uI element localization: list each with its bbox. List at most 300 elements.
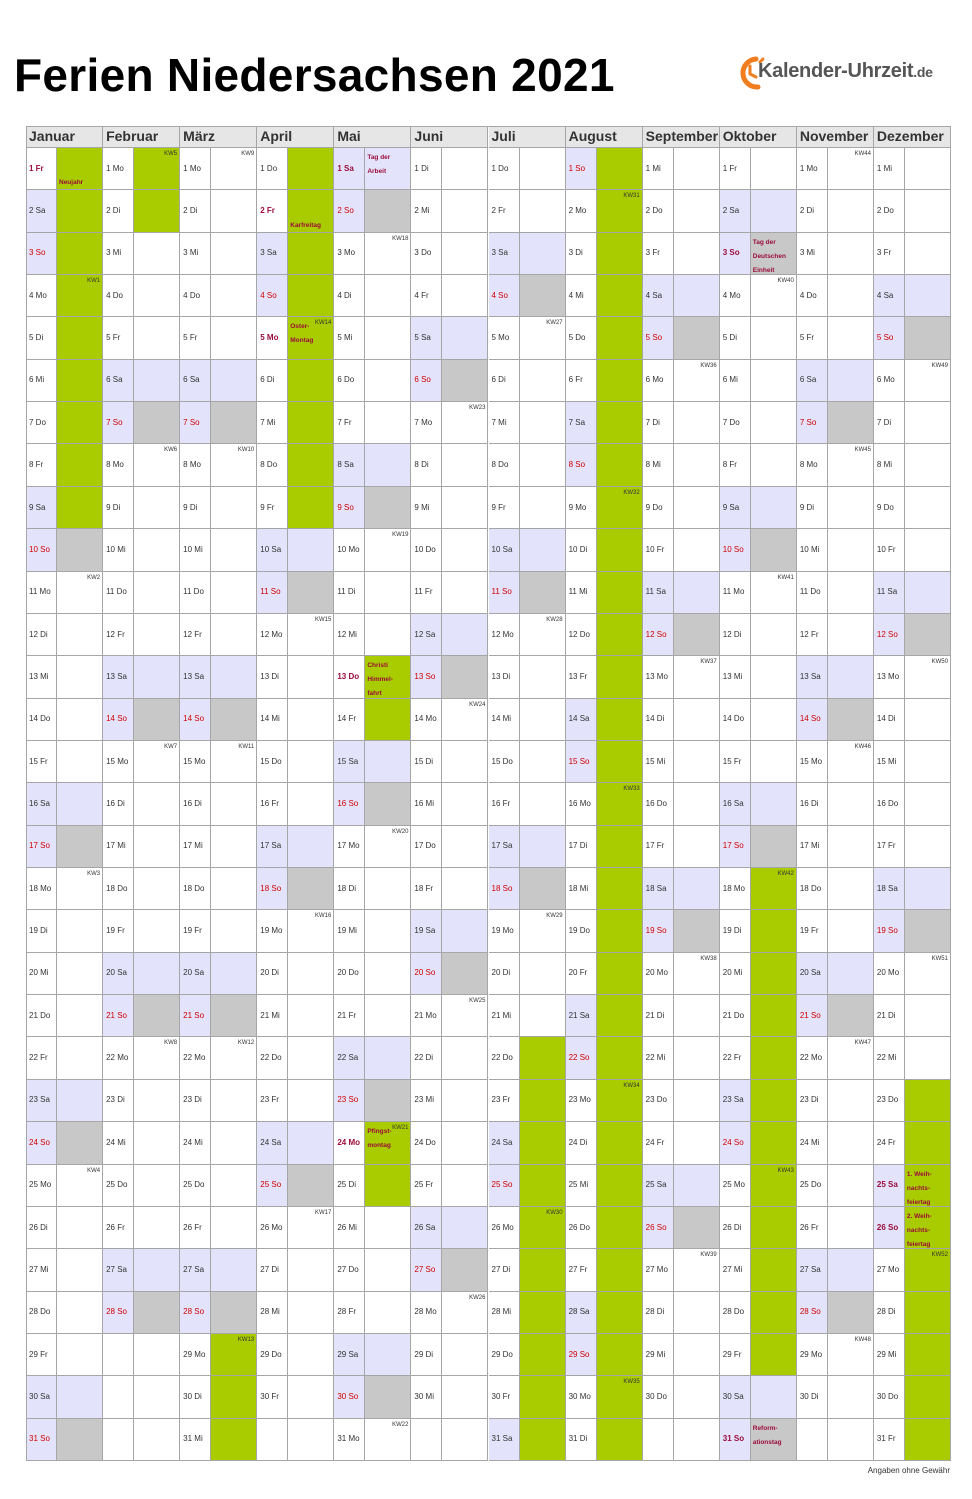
day-event-cell [520, 1165, 566, 1207]
day-cell [26, 1249, 57, 1291]
day-event-cell [288, 783, 334, 825]
day-cell [643, 826, 674, 868]
day-cell [180, 1292, 211, 1334]
day-event-cell [134, 953, 180, 995]
day-label: 26 Mi [337, 1222, 357, 1232]
day-cell [489, 148, 520, 190]
day-event-cell [57, 656, 103, 698]
day-cell [489, 868, 520, 910]
day-label: 9 Do [645, 502, 663, 512]
week-number: KW45 [854, 447, 871, 454]
day-event-cell [597, 995, 643, 1037]
day-event-cell [288, 1249, 334, 1291]
day-event-cell [828, 487, 874, 529]
day-cell [643, 1419, 674, 1461]
day-cell [26, 868, 57, 910]
day-cell [26, 1376, 57, 1418]
day-cell [566, 699, 597, 741]
day-label: 5 Mo [491, 333, 510, 343]
day-cell [103, 148, 134, 190]
day-cell [257, 444, 288, 486]
day-cell [489, 953, 520, 995]
day-label: 14 Sa [568, 714, 590, 724]
day-label: 14 Di [645, 714, 665, 724]
day-label: 24 So [722, 1137, 744, 1147]
day-event-cell [57, 148, 103, 190]
day-label: 18 So [491, 883, 513, 893]
week-number: KW4 [87, 1167, 101, 1174]
day-cell [180, 953, 211, 995]
week-number: KW38 [700, 955, 717, 962]
day-cell [720, 529, 751, 571]
day-label: 8 Mo [183, 460, 201, 470]
day-cell [180, 317, 211, 359]
day-event-cell [520, 1080, 566, 1122]
day-label: 11 Fr [414, 587, 433, 597]
day-event-cell [751, 910, 797, 952]
day-cell [797, 444, 828, 486]
day-event-cell [442, 1292, 488, 1334]
day-event-cell [134, 1080, 180, 1122]
day-cell [720, 783, 751, 825]
day-cell [643, 995, 674, 1037]
day-event-cell [597, 275, 643, 317]
day-label: 22 Sa [337, 1053, 359, 1063]
day-event-cell [751, 1376, 797, 1418]
day-cell [411, 317, 442, 359]
day-event-cell [57, 1292, 103, 1334]
day-event-cell [211, 826, 257, 868]
day-cell [566, 148, 597, 190]
day-label: 20 Mo [645, 968, 668, 978]
day-event-cell [57, 699, 103, 741]
day-label: 17 Sa [491, 841, 513, 851]
day-event-cell [751, 826, 797, 868]
day-label: 31 So [722, 1434, 745, 1444]
day-label: 25 Mo [29, 1180, 52, 1190]
day-cell [26, 572, 57, 614]
day-event-cell [288, 995, 334, 1037]
day-event-cell [751, 1165, 797, 1207]
day-label: 27 Mo [876, 1264, 900, 1274]
week-number: KW13 [237, 1336, 255, 1343]
day-label: 5 So [876, 333, 894, 343]
day-event-cell [674, 826, 720, 868]
day-event-cell [751, 1334, 797, 1376]
day-label: 29 Mo [799, 1349, 823, 1359]
day-label: 17 Fr [645, 841, 665, 851]
day-label: 23 Mi [414, 1095, 434, 1105]
day-label: 1 Fr [29, 163, 44, 173]
day-label: 11 Mo [722, 587, 745, 597]
day-label: 10 So [722, 544, 744, 554]
day-event-cell [134, 317, 180, 359]
day-event-cell [597, 360, 643, 402]
day-label: 13 Sa [183, 671, 205, 681]
week-number: KW26 [469, 1294, 486, 1301]
day-event-cell [442, 233, 488, 275]
day-label: 10 Do [414, 544, 436, 554]
day-label: 31 So [29, 1434, 50, 1444]
day-event-cell [905, 1037, 951, 1079]
day-event-cell [674, 1165, 720, 1207]
day-label: 18 Do [799, 883, 822, 893]
holiday-name: Pfingst- montag [367, 1128, 392, 1150]
day-cell [797, 360, 828, 402]
day-cell [26, 360, 57, 402]
day-cell [874, 868, 905, 910]
day-cell [103, 1376, 134, 1418]
day-cell [103, 1165, 134, 1207]
day-event-cell [134, 995, 180, 1037]
day-cell [797, 1334, 828, 1376]
day-event-cell [288, 444, 334, 486]
day-label: 13 Do [337, 671, 360, 681]
day-event-cell [442, 656, 488, 698]
day-event-cell [828, 148, 874, 190]
week-number: KW30 [546, 1209, 563, 1216]
day-label: 25 Mi [568, 1180, 589, 1190]
day-event-cell [288, 148, 334, 190]
day-event-cell [674, 360, 720, 402]
day-event-cell [365, 1165, 411, 1207]
week-number: KW42 [777, 871, 794, 878]
day-label: 17 Mi [183, 841, 203, 851]
day-label: 28 So [799, 1307, 821, 1317]
day-cell [180, 1080, 211, 1122]
day-event-cell [288, 360, 334, 402]
day-event-cell [211, 1080, 257, 1122]
day-cell [720, 1376, 751, 1418]
day-label: 8 So [568, 460, 586, 470]
day-event-cell [751, 868, 797, 910]
day-label: 18 So [260, 883, 282, 893]
day-event-cell [751, 1080, 797, 1122]
day-event-cell [211, 656, 257, 698]
day-event-cell [905, 910, 951, 952]
day-event-cell [597, 529, 643, 571]
day-cell [257, 741, 288, 783]
day-event-cell [365, 995, 411, 1037]
day-cell [411, 995, 442, 1037]
day-label: 23 Di [106, 1095, 125, 1105]
week-number: KW17 [314, 1209, 332, 1216]
day-cell [180, 444, 211, 486]
day-event-cell [442, 868, 488, 910]
day-label: 24 Mo [337, 1137, 360, 1147]
day-event-cell [134, 741, 180, 783]
day-event-cell [905, 783, 951, 825]
day-event-cell [905, 614, 951, 656]
day-event-cell [211, 1249, 257, 1291]
day-label: 4 So [260, 290, 277, 300]
day-cell [103, 1249, 134, 1291]
day-label: 1 Do [260, 163, 278, 173]
day-event-cell [751, 190, 797, 232]
day-cell [103, 360, 134, 402]
day-event-cell [751, 1249, 797, 1291]
week-number: KW34 [623, 1082, 640, 1089]
day-label: 19 Do [568, 926, 590, 936]
day-label: 7 Do [29, 417, 46, 427]
day-cell [643, 317, 674, 359]
day-event-cell [211, 910, 257, 952]
day-event-cell [288, 1080, 334, 1122]
day-event-cell [520, 783, 566, 825]
day-label: 23 So [337, 1095, 359, 1105]
day-cell [26, 995, 57, 1037]
day-cell [874, 953, 905, 995]
day-label: 3 Sa [491, 248, 508, 258]
day-label: 19 Mo [260, 926, 283, 936]
day-event-cell [134, 529, 180, 571]
day-label: 26 Mo [491, 1222, 514, 1232]
day-label: 12 Di [722, 629, 742, 639]
day-event-cell [828, 1292, 874, 1334]
day-event-cell [57, 741, 103, 783]
day-label: 15 Fr [722, 756, 742, 766]
day-event-cell [365, 402, 411, 444]
holiday-name: Christi Himmel- fahrt [367, 662, 393, 698]
day-cell [566, 1249, 597, 1291]
day-label: 2 Sa [29, 206, 46, 216]
day-event-cell [674, 995, 720, 1037]
day-label: 2 Di [799, 206, 815, 216]
day-event-cell [751, 953, 797, 995]
day-cell [411, 529, 442, 571]
day-cell [720, 656, 751, 698]
day-label: 27 Di [491, 1264, 511, 1274]
day-event-cell [905, 1292, 951, 1334]
day-event-cell [134, 148, 180, 190]
day-event-cell [520, 275, 566, 317]
day-event-cell [442, 741, 488, 783]
day-event-cell [442, 402, 488, 444]
day-label: 20 Do [337, 968, 359, 978]
day-label: 28 Di [645, 1307, 665, 1317]
day-cell [797, 995, 828, 1037]
day-label: 27 Fr [568, 1264, 588, 1274]
day-label: 7 Mi [260, 417, 276, 427]
day-event-cell [57, 995, 103, 1037]
day-event-cell [905, 656, 951, 698]
day-event-cell [57, 1207, 103, 1249]
day-event-cell [211, 953, 257, 995]
day-cell [720, 826, 751, 868]
day-cell [411, 699, 442, 741]
day-label: 16 Fr [260, 798, 279, 808]
day-label: 11 So [260, 587, 281, 597]
day-cell [411, 614, 442, 656]
day-label: 19 Di [722, 926, 742, 936]
week-number: KW50 [931, 659, 948, 666]
day-cell [489, 1292, 520, 1334]
day-cell [103, 402, 134, 444]
day-event-cell [211, 317, 257, 359]
day-event-cell [211, 1292, 257, 1334]
day-label: 14 So [106, 714, 127, 724]
day-cell [643, 487, 674, 529]
day-cell [489, 402, 520, 444]
day-cell [643, 699, 674, 741]
day-label: 25 So [260, 1180, 282, 1190]
week-number: KW52 [931, 1252, 948, 1259]
day-cell [874, 572, 905, 614]
day-cell [720, 233, 751, 275]
day-event-cell [520, 190, 566, 232]
day-cell [720, 360, 751, 402]
day-cell [411, 1037, 442, 1079]
day-label: 15 Do [491, 756, 513, 766]
day-cell [489, 741, 520, 783]
day-event-cell [365, 1249, 411, 1291]
day-cell [26, 826, 57, 868]
day-cell [26, 741, 57, 783]
day-label: 13 Mo [645, 671, 668, 681]
week-number: KW35 [623, 1379, 640, 1386]
day-event-cell [57, 233, 103, 275]
day-event-cell [211, 741, 257, 783]
day-event-cell [365, 190, 411, 232]
day-event-cell [442, 190, 488, 232]
day-cell [874, 1037, 905, 1079]
day-event-cell [365, 1037, 411, 1079]
day-cell [720, 868, 751, 910]
day-event-cell [520, 910, 566, 952]
day-label: 9 Di [799, 502, 815, 512]
day-event-cell [57, 1334, 103, 1376]
month-header: Juni [411, 126, 488, 148]
week-number: KW51 [931, 955, 948, 962]
day-cell [180, 572, 211, 614]
day-cell [257, 402, 288, 444]
day-event-cell [905, 1122, 951, 1164]
day-cell [489, 656, 520, 698]
day-event-cell [288, 1334, 334, 1376]
day-cell [257, 826, 288, 868]
holiday-name: 2. Weih- nachts- feiertag [906, 1212, 932, 1248]
day-cell [643, 868, 674, 910]
day-cell [720, 572, 751, 614]
day-label: 7 Fr [337, 417, 352, 427]
day-cell [874, 444, 905, 486]
day-label: 16 Fr [491, 798, 511, 808]
day-event-cell [442, 487, 488, 529]
day-label: 25 Sa [876, 1180, 898, 1190]
day-event-cell [674, 656, 720, 698]
day-cell [874, 1207, 905, 1249]
brand-logo[interactable] [734, 52, 954, 96]
day-event-cell [905, 275, 951, 317]
day-event-cell [57, 190, 103, 232]
day-label: 8 Fr [722, 460, 737, 470]
day-cell [180, 614, 211, 656]
day-event-cell [828, 1080, 874, 1122]
day-cell [180, 1122, 211, 1164]
day-cell [797, 910, 828, 952]
day-cell [489, 1165, 520, 1207]
day-event-cell [288, 190, 334, 232]
day-event-cell [211, 148, 257, 190]
day-event-cell [905, 233, 951, 275]
day-event-cell [288, 699, 334, 741]
week-number: KW49 [931, 362, 948, 369]
day-label: 25 Mo [722, 1180, 745, 1190]
day-cell [180, 741, 211, 783]
day-event-cell [751, 360, 797, 402]
day-cell [874, 190, 905, 232]
day-cell [797, 317, 828, 359]
day-cell [874, 402, 905, 444]
day-cell [874, 995, 905, 1037]
day-event-cell [520, 826, 566, 868]
day-label: 4 Mo [722, 290, 741, 300]
day-cell [720, 402, 751, 444]
day-cell [26, 317, 57, 359]
day-cell [180, 656, 211, 698]
day-cell [103, 783, 134, 825]
day-label: 22 Mi [876, 1053, 897, 1063]
day-label: 7 Sa [568, 417, 586, 427]
day-cell [797, 826, 828, 868]
day-event-cell [57, 868, 103, 910]
day-event-cell [905, 487, 951, 529]
day-event-cell [288, 1037, 334, 1079]
day-cell [334, 953, 365, 995]
day-event-cell [674, 699, 720, 741]
day-label: 16 Di [799, 798, 819, 808]
day-label: 3 Mo [337, 248, 356, 258]
month-header: Januar [26, 126, 103, 148]
day-event-cell [288, 529, 334, 571]
day-label: 1 Mo [183, 163, 201, 173]
week-number: KW15 [314, 616, 332, 623]
day-label: 1 Di [414, 163, 429, 173]
day-event-cell [211, 699, 257, 741]
day-cell [643, 1334, 674, 1376]
day-label: 16 Mi [414, 798, 434, 808]
day-label: 13 Mo [876, 671, 900, 681]
day-cell [489, 910, 520, 952]
day-label: 15 Do [260, 756, 282, 766]
day-event-cell [828, 360, 874, 402]
day-label: 16 Di [183, 798, 202, 808]
day-event-cell [134, 402, 180, 444]
day-cell [411, 656, 442, 698]
day-cell [411, 910, 442, 952]
day-cell [566, 826, 597, 868]
day-cell [874, 1122, 905, 1164]
day-cell [334, 1376, 365, 1418]
day-event-cell [828, 233, 874, 275]
day-label: 16 Mo [568, 798, 591, 808]
day-label: 1 Sa [337, 163, 354, 173]
day-cell [643, 1207, 674, 1249]
day-event-cell [828, 1207, 874, 1249]
day-cell [643, 1122, 674, 1164]
day-event-cell [288, 656, 334, 698]
day-event-cell [828, 572, 874, 614]
day-cell [26, 953, 57, 995]
day-label: 26 So [876, 1222, 899, 1232]
day-event-cell [134, 275, 180, 317]
day-cell [720, 1207, 751, 1249]
day-label: 6 So [414, 375, 431, 385]
day-event-cell [828, 1249, 874, 1291]
day-label: 22 Mi [645, 1053, 666, 1063]
day-label: 2 Sa [722, 206, 740, 216]
day-cell [103, 953, 134, 995]
